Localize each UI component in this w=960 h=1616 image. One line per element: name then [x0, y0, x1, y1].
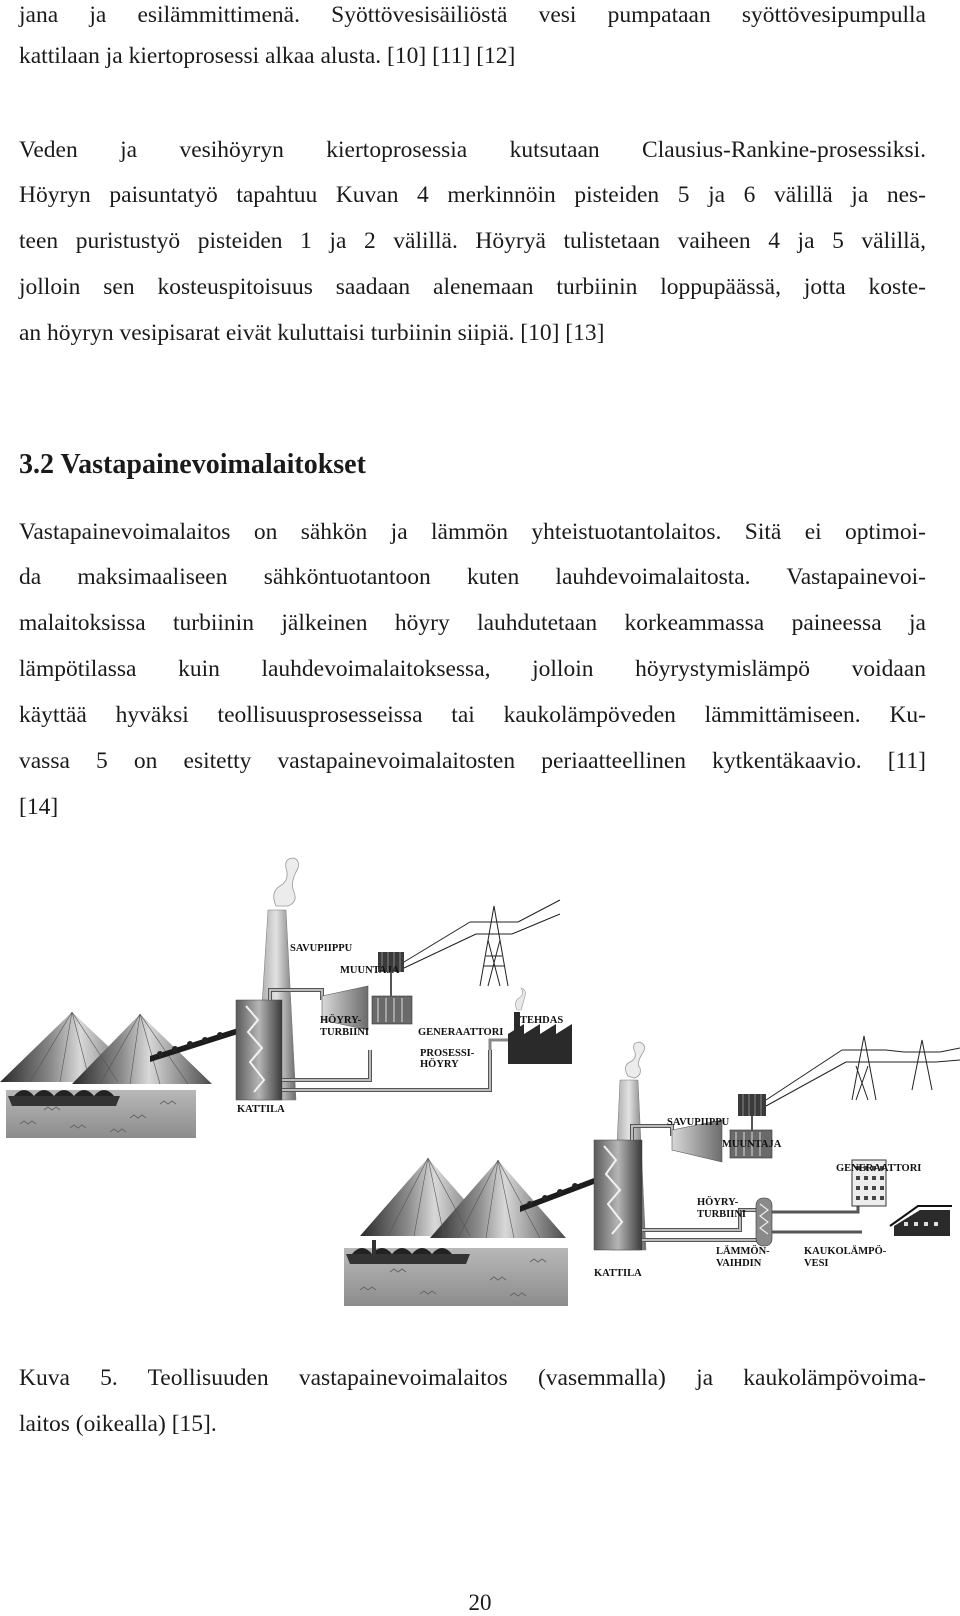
body-text-line: malaitoksissa turbiinin jälkeinen höyry lauhdutetaan korkeammassa paineessa ja	[19, 610, 926, 636]
label-district-water: VESI	[804, 1258, 829, 1269]
label-district-water: KAUKOLÄMPÖ-	[804, 1246, 887, 1257]
label-turbine: HÖYRY-	[697, 1197, 739, 1208]
transformer	[738, 1094, 766, 1116]
factory	[508, 988, 572, 1064]
label-process-steam: PROSESSI-	[420, 1048, 475, 1059]
body-text-line: teen puristustyö pisteiden 1 ja 2 välillä. Höyryä tulistetaan vaiheen 4 ja 5 välillä,	[19, 228, 926, 254]
figure-caption: Kuva 5. Teollisuuden vastapainevoimalaitos (vasemmalla) ja kaukolämpövoima-	[19, 1365, 926, 1391]
house	[890, 1206, 952, 1236]
label-transformer: MUUNTAJA	[340, 965, 400, 976]
body-text-line: jolloin sen kosteuspitoisuus saadaan alenemaan turbiinin loppupäässä, jotta koste-	[19, 274, 926, 300]
district-heating-plant	[344, 1036, 960, 1306]
boiler	[594, 1140, 642, 1250]
power-pylon	[404, 900, 560, 986]
body-text-line: Höyryn paisuntatyö tapahtuu Kuvan 4 merkinnöin pisteiden 5 ja 6 välillä ja nes-	[19, 182, 926, 208]
smoke	[274, 858, 299, 906]
body-text-line: [14]	[19, 794, 59, 820]
label-process-steam: HÖYRY	[420, 1059, 459, 1070]
label-transformer: MUUNTAJA	[722, 1139, 782, 1150]
body-text-line: vassa 5 on esitetty vastapainevoimalaitosten periaatteellinen kytkentäkaavio. [11]	[19, 748, 926, 774]
power-pylon	[766, 1036, 960, 1106]
label-heat-exchanger: VAIHDIN	[716, 1258, 762, 1269]
coal-conveyor	[520, 1178, 594, 1212]
label-chimney: SAVUPIIPPU	[667, 1117, 730, 1128]
label-boiler: KATTILA	[237, 1104, 285, 1115]
label-chimney: SAVUPIIPPU	[290, 943, 353, 954]
label-turbine: TURBIINI	[320, 1027, 370, 1038]
heat-exchanger	[756, 1198, 772, 1246]
label-generator: GENERAATTORI	[836, 1163, 922, 1174]
label-generator: GENERAATTORI	[418, 1027, 504, 1038]
figure-caption: laitos (oikealla) [15].	[19, 1411, 217, 1437]
label-heat-exchanger: LÄMMÖN-	[716, 1246, 770, 1257]
section-heading: 3.2 Vastapainevoimalaitokset	[19, 449, 366, 480]
body-text-line: da maksimaaliseen sähköntuotantoon kuten lauhdevoimalaitosta. Vastapainevoi-	[19, 564, 926, 590]
page-number: 20	[468, 1590, 492, 1615]
body-text-line: Veden ja vesihöyryn kiertoprosessia kutsutaan Clausius-Rankine-prosessiksi.	[19, 137, 926, 163]
body-text-line: an höyryn vesipisarat eivät kuluttaisi turbiinin siipiä. [10] [13]	[19, 320, 605, 346]
body-text-line: jana ja esilämmittimenä. Syöttövesisäiliöstä vesi pumpataan syöttövesipumpulla	[19, 2, 926, 28]
label-factory: TEHDAS	[520, 1015, 564, 1026]
label-boiler: KATTILA	[594, 1268, 642, 1279]
body-text-line: lämpötilassa kuin lauhdevoimalaitoksessa, jolloin höyrystymislämpö voidaan	[19, 656, 926, 682]
label-turbine: HÖYRY-	[320, 1015, 362, 1026]
industrial-plant	[0, 858, 572, 1138]
smoke	[625, 1042, 644, 1078]
body-text-line: Vastapainevoimalaitos on sähkön ja lämmön yhteistuotantolaitos. Sitä ei optimoi-	[19, 519, 926, 545]
body-text-line: käyttää hyväksi teollisuusprosesseissa tai kaukolämpöveden lämmittämiseen. Ku-	[19, 702, 926, 728]
body-text-line: kattilaan ja kiertoprosessi alkaa alusta. [10] [11] [12]	[19, 43, 516, 69]
label-turbine: TURBIINI	[697, 1209, 747, 1220]
